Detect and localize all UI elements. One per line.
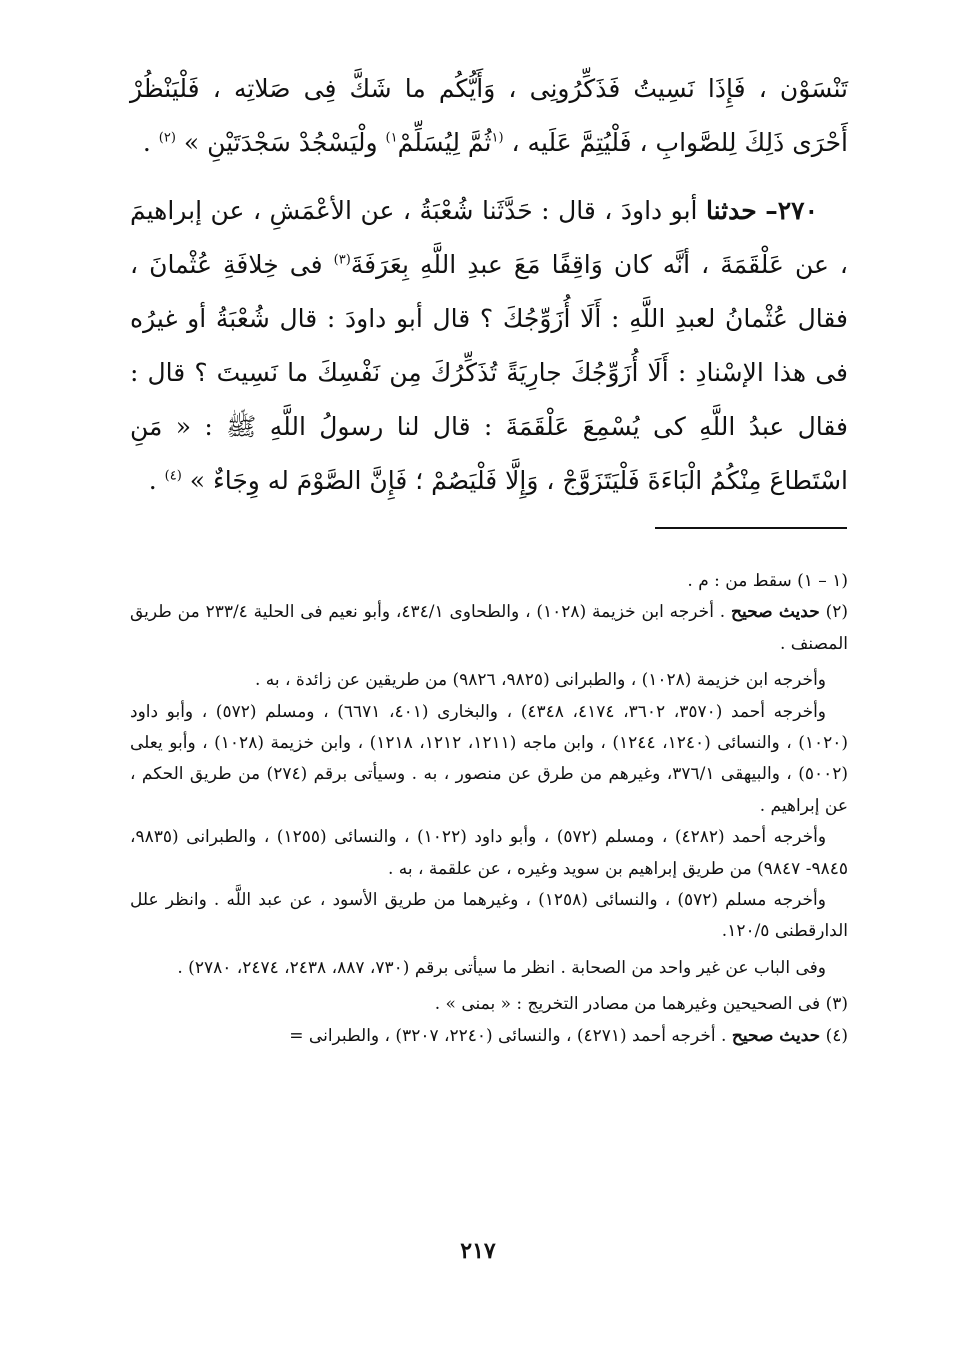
footnote-separator bbox=[655, 527, 847, 529]
footnote-4: (٤) حديث صحيح . أخرجه أحمد (٤٢٧١) ، والنسائى (٢٢٤٠، ٣٢٠٧) ، والطبرانى = bbox=[289, 1025, 848, 1046]
hadith-270: ٢٧٠– حدثنا أبو داودَ ، قال : حَدَّثَنا شُعْبَةُ ، عن الأعْمَشِ ، عن إبراهيمَ ، عن عَلْقَمَةَ ، أنَّه كان وَاقِفًا مَعَ عبدِ اللَّهِ بِعَرَفَةَ$^{(٣)}$ فى خِلافَةِ عُثْمانَ ، فقال عُثْمانُ لعبدِ اللَّهِ : أَلَا أُزَوِّجُكَ ؟ قال أبو داودَ : قال شُعْبَةُ أو غيرُه فى هذا الإسْنادِ : أَلَا أُزَوِّجُكَ جارِيَةً تُذَكِّرُكَ مِن نَفْسِكَ ما نَسِيتَ ؟ قال : فقال عبدُ اللَّهِ كى يُسْمِعَ عَلْقَمَةَ : قال لنا رسولُ اللَّهِ ﷺ : « مَنِ اسْتَطاعَ مِنْكُمُ الْبَاءَةَ فَلْيَتَزَوَّجْ ، وَإِلَّا فَلْيَصُمْ ؛ فَإِنَّ الصَّوْمَ له وِجَاءٌ » $^{(٤)}$ . bbox=[130, 196, 849, 495]
footnote-2-paragraph: وأخرجه ابن خزيمة (١٠٢٨) ، والطبرانى (٩٨٢٥، ٩٨٢٦) من طريقين عن زائدة ، به . bbox=[254, 670, 826, 691]
variant-mark-close: ١) bbox=[385, 130, 398, 146]
main-text bbox=[130, 62, 848, 508]
footnote-3: (٣) فى الصحيحين وغيرهما من مصادر التخريج : « بمنى » . bbox=[434, 994, 848, 1015]
footnote-ref-4[interactable]: (٤) bbox=[164, 468, 182, 484]
footnote-ref-2[interactable]: (٢) bbox=[158, 130, 176, 146]
hadith-lead-word: حدثنا bbox=[706, 196, 757, 225]
footnote-2-paragraph: وأخرجه مسلم (٥٧٢) ، والنسائى (١٢٥٨) ، وغيرهما من طريق الأسود ، عن عبد اللَّه . وانظر علل الدارقطنى ١٢٠/٥. bbox=[130, 890, 848, 942]
variant-mark-open: (١ bbox=[491, 130, 504, 146]
footnotes bbox=[130, 566, 848, 1052]
hadith-continuation: تَنْسَوْن ، فَإِذَا نَسِيتُ فَذَكِّرُونِى ، وَأَيُّكُم ما شَكَّ فِى صَلاتِه ، فَلْيَنْظُرْ أَحْرَى ذَلِكَ لِلصَّوابِ ، فَلْيُتِمَّ عَلَيه ، $^{(١}$ثُمَّ لِيُسَلِّمْ$^{١)}$ ولْيَسْجُدْ سَجْدَتَيْنِ » $^{(٢)}$ . bbox=[130, 74, 848, 157]
footnote-2: (٢) حديث صحيح . أخرجه ابن خزيمة (١٠٢٨) ، والطحاوى ٤٣٤/١، وأبو نعيم فى الحلية ٢٣٣/٤ من طريق المصنف . bbox=[130, 602, 848, 654]
footnote-2-paragraph: وفى الباب عن غير واحد من الصحابة . انظر ما سيأتى برقم (٧٣٠، ٨٨٧، ٢٤٣٨، ٢٤٧٤، ٢٧٨٠) . bbox=[177, 957, 826, 978]
footnote-2-paragraph: وأخرجه أحمد (٣٥٧٠، ٣٦٠٢، ٤١٧٤، ٤٣٤٨) ، والبخارى (٤٠١، ٦٦٧١) ، ومسلم (٥٧٢) ، وأبو داود (١٠٢٠) ، والنسائى (١٢٤٠، ١٢٤٤) ، وابن ماجه (١٢١١، ١٢١٢، ١٢١٨) ، وابن خزيمة (١٠٢٨) ، وأبو يعلى (٥٠٠٢) ، والبيهقى ٣٧٦/١، وغيرهم من طرق عن منصور ، به . وسيأتى برقم (٢٧٤) من طريق الحكم ، عن إبراهيم . bbox=[130, 701, 849, 816]
grade-label: حديث صحيح bbox=[731, 1025, 821, 1046]
hadith-number: ٢٧٠– bbox=[765, 196, 819, 225]
footnote-1: (١ – ١) سقط من : م . bbox=[687, 571, 848, 591]
footnote-2-paragraph: وأخرجه أحمد (٤٢٨٢) ، ومسلم (٥٧٢) ، وأبو داود (١٠٢٢) ، والنسائى (١٢٥٥) ، والطبرانى (٩٨٣٥، ٩٨٤٥- ٩٨٤٧) من طريق إبراهيم بن سويد وغيره ، عن علقمة ، به . bbox=[130, 827, 848, 879]
page-number: ٢١٧ bbox=[460, 1238, 496, 1264]
footnote-ref-3[interactable]: (٣) bbox=[333, 252, 351, 268]
grade-label: حديث صحيح bbox=[731, 602, 820, 623]
